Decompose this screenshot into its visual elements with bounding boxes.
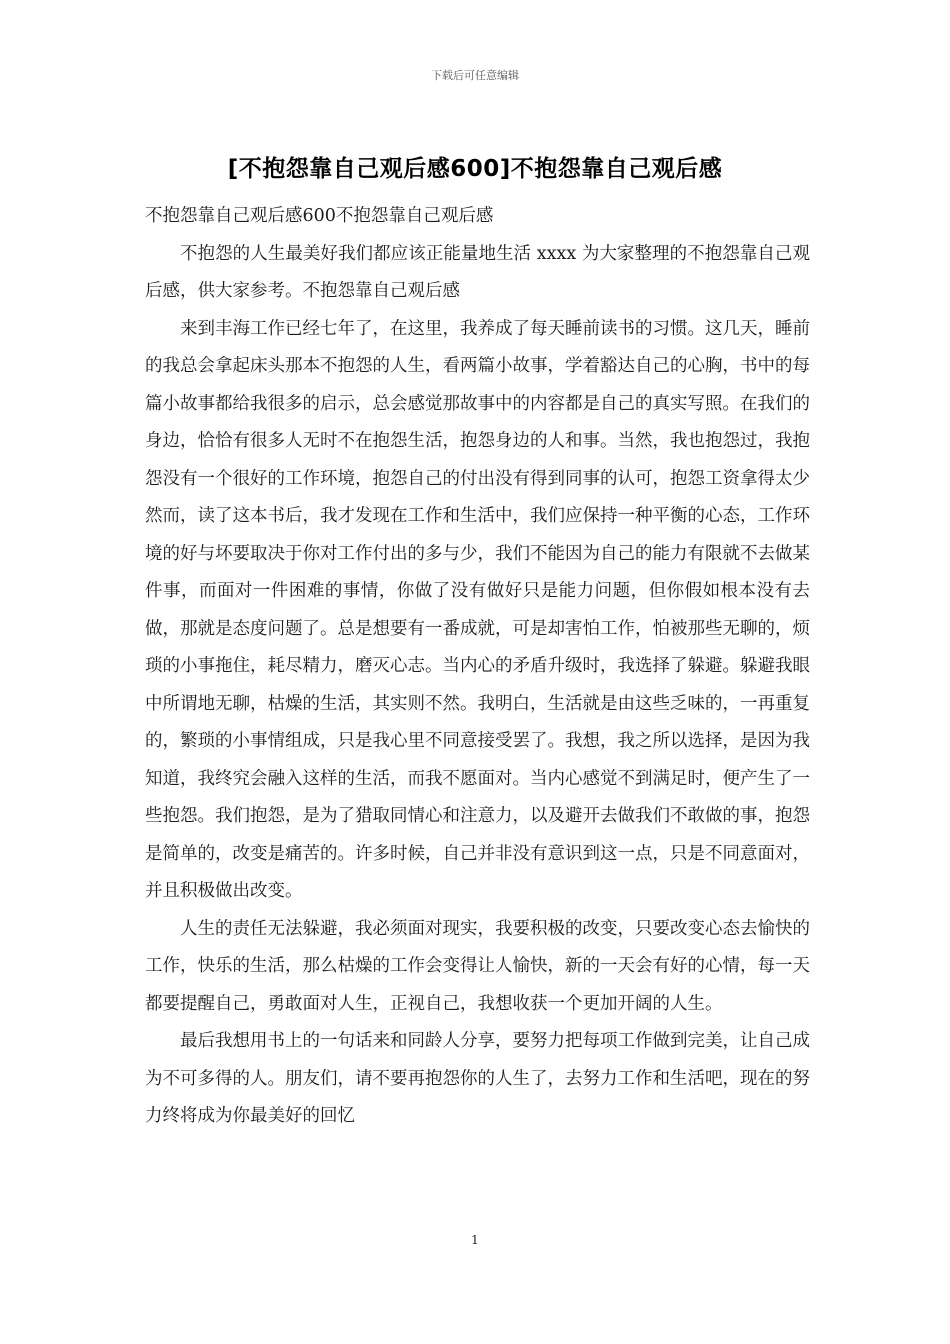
body-paragraph: 人生的责任无法躲避，我必须面对现实，我要积极的改变，只要改变心态去愉快的工作，快乐的生活，那么枯燥的工作会变得让人愉快，新的一天会有好的心情，每一天都要提醒自己，勇敢面对人生，正视自己，我想收获一个更加开阔的人生。 bbox=[145, 918, 810, 1014]
intro-paragraph: 不抱怨的人生最美好我们都应该正能量地生活 xxxx 为大家整理的不抱怨靠自己观后感，供大家参考。不抱怨靠自己观后感 bbox=[145, 243, 810, 301]
page-header-note: 下载后可任意编辑 bbox=[431, 69, 519, 82]
body-paragraph: 来到丰海工作已经七年了，在这里，我养成了每天睡前读书的习惯。这几天，睡前的我总会拿起床头那本不抱怨的人生，看两篇小故事，学着豁达自己的心胸，书中的每篇小故事都给我很多的启示，总会感觉那故事中的内容都是自己的真实写照。在我们的身边，恰恰有很多人无时不在抱怨生活，抱怨身边的人和事。当然，我也抱怨过，我抱怨没有一个很好的工作环境，抱怨自己的付出没有得到同事的认可，抱怨工资拿得太少然而，读了这本书后，我才发现在工作和生活中，我们应保持一种平衡的心态，工作环境的好与坏要取决于你对工作付出的多与少，我们不能因为自己的能力有限就不去做某件事，而面对一件困难的事情，你做了没有做好只是能力问题，但你假如根本没有去做，那就是态度问题了。总是想要有一番成就，可是却害怕工作，怕被那些无聊的，烦琐的小事拖住，耗尽精力，磨灭心志。当内心的矛盾升级时，我选择了躲避。躲避我眼中所谓地无聊，枯燥的生活，其实则不然。我明白，生活就是由这些乏味的，一再重复的，繁琐的小事情组成，只是我心里不同意接受罢了。我想，我之所以选择，是因为我知道，我终究会融入这样的生活，而我不愿面对。当内心感觉不到满足时，便产生了一些抱怨。我们抱怨，是为了猎取同情心和注意力，以及避开去做我们不敢做的事，抱怨是简单的，改变是痛苦的。许多时候，自己并非没有意识到这一点，只是不同意面对，并且积极做出改变。 bbox=[145, 318, 810, 901]
document-body bbox=[145, 198, 810, 1136]
document-title: [不抱怨靠自己观后感600]不抱怨靠自己观后感 bbox=[227, 156, 723, 182]
subtitle-paragraph: 不抱怨靠自己观后感600不抱怨靠自己观后感 bbox=[145, 206, 494, 226]
closing-paragraph: 最后我想用书上的一句话来和同龄人分享，要努力把每项工作做到完美，让自己成为不可多得的人。朋友们，请不要再抱怨你的人生了，去努力工作和生活吧，现在的努力终将成为你最美好的回忆 bbox=[145, 1031, 810, 1126]
page-number: 1 bbox=[471, 1233, 479, 1247]
